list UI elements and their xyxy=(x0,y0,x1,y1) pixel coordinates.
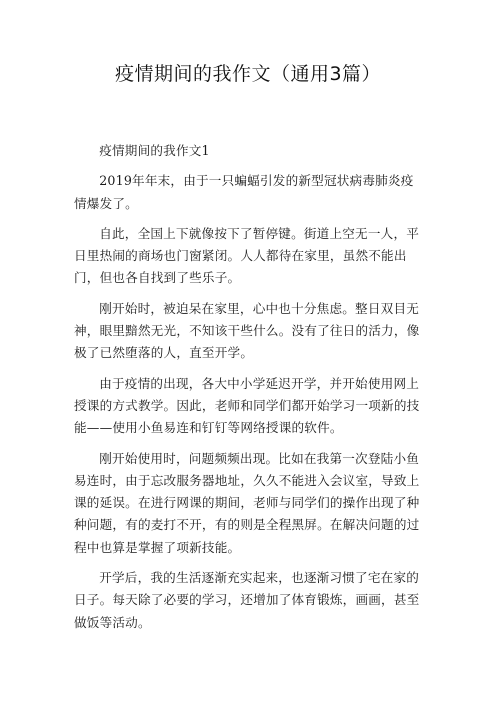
document-title: 疫情期间的我作文（通用3篇） xyxy=(114,63,382,85)
paragraph: 由于疫情的出现，各大中小学延迟开学，并开始使用网上授课的方式教学。因此，老师和同学们都开始学习一项新的技能——使用小鱼易连和钉钉等网络授课的软件。 xyxy=(74,375,420,436)
paragraph: 开学后，我的生活逐渐充实起来，也逐渐习惯了宅在家的日子。每天除了必要的学习，还增加了体育锻炼，画画，甚至做饭等活动。 xyxy=(74,570,420,630)
paragraph: 刚开始使用时，问题频频出现。比如在我第一次登陆小鱼易连时，由于忘改服务器地址，久久不能进入会议室，导致上课的延误。在进行网课的期间，老师与同学们的操作出现了种种问题，有的麦打不开，有的则是全程黑屏。在解决问题的过程中也算是掌握了项新技能。 xyxy=(74,450,420,555)
section-heading: 疫情期间的我作文1 xyxy=(99,143,210,158)
paragraph: 自此，全国上下就像按下了暂停键。街道上空无一人，平日里热闹的商场也门窗紧闭。人人都待在家里，虽然不能出门，但也各自找到了些乐子。 xyxy=(74,225,420,286)
paragraph: 2019年年末，由于一只蝙蝠引发的新型冠状病毒肺炎疫情爆发了。 xyxy=(74,173,414,211)
paragraph: 刚开始时，被迫呆在家里，心中也十分焦虑。整日双目无神，眼里黯然无光，不知该干些什么。没有了往日的活力，像极了已然堕落的人，直至开学。 xyxy=(74,300,420,361)
document-body xyxy=(74,140,426,642)
